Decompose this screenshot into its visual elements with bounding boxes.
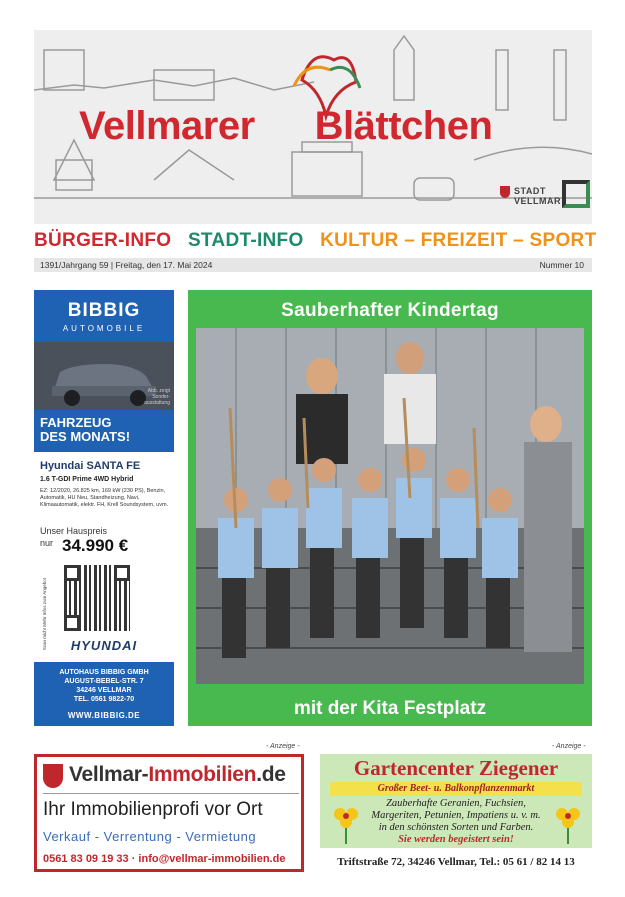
ad-gartencenter-ziegener[interactable] [320,754,592,876]
shield-icon [43,764,63,788]
issue-number: Nummer 10 [539,260,584,270]
section-headings [34,230,597,254]
city-logo-text: STADT VELLMAR [514,186,561,206]
section-stadt-info: STADT-INFO [187,230,304,251]
ad-bibbig[interactable] [34,290,174,726]
section-buerger-info: BÜRGER-INFO [34,230,172,251]
bibbig-logo: BIBBIG [67,300,141,321]
masthead-title [79,104,492,149]
anzeige-label-garden: - Anzeige - [552,743,586,750]
feature-title: Sauberhafter Kindertag [281,300,499,321]
immo-services: Verkauf - Verrentung - Vermietung [43,829,257,844]
car-of-month-headline: FAHRZEUG DES MONATS! [40,415,131,444]
issue-bar [34,258,592,272]
garden-subtitle: Großer Beet- u. Balkonpflanzenmarkt [330,782,582,796]
anzeige-label-immo: - Anzeige - [266,743,300,750]
flower-icon [552,804,584,844]
feature-caption: mit der Kita Festplatz [293,698,487,719]
divider [43,793,299,794]
qr-code-icon[interactable] [64,565,130,631]
masthead-title-part1: Vellmarer [79,104,255,148]
price-only-label: nur [40,538,54,548]
garden-title: Gartencenter Ziegener [353,756,559,780]
garden-body: Zauberhafte Geranien, Fuchsien, Margeriten, Petunien, Impatiens u. v. m. in den schönsten Sorten und Farben. Sie werden begeistert sein! [371,798,541,845]
shield-icon [500,186,510,198]
dealer-address: AUTOHAUS BIBBIG GMBH AUGUST-BEBEL-STR. 7 34246 VELLMAR TEL. 0561 9822-70 [34,662,174,726]
car-model: Hyundai SANTA FE [40,460,141,472]
bibbig-logo-sub: AUTOMOBILE [62,324,146,333]
city-logo-mark-icon [562,180,590,208]
image-note: Abb. zeigt Sonder-ausstattung [144,388,170,406]
section-kultur: KULTUR – FREIZEIT – SPORT [320,230,597,251]
issue-info: 1391/Jahrgang 59 | Freitag, den 17. Mai 2024 [40,260,213,270]
feature-photo [196,328,584,684]
immo-brand: Vellmar-Immobilien.de [69,763,286,786]
ad-vellmar-immobilien[interactable] [34,754,304,872]
car-submodel: 1.6 T-GDI Prime 4WD Hybrid [40,476,134,483]
car-specs: EZ: 12/2020, 26.825 km, 169 kW (230 PS), Benzin, Automatik, HU Neu, Standheizung, Navi, Klimaautomatik, elektr. FH, Krell Soundsystem, uvm. [40,488,169,508]
car-image [34,342,174,410]
masthead-title-part2: Blättchen [314,104,493,148]
masthead [34,30,592,224]
qr-note: Scan mich! Mehr Infos zum Angebot [42,578,47,651]
house-price-label: Unser Hauspreis [40,526,108,536]
hyundai-logo: HYUNDAI [70,638,138,653]
flower-icon [330,804,362,844]
car-price: 34.990 € [62,536,129,555]
dealer-website-link[interactable]: WWW.BIBBIG.DE [67,711,141,720]
garden-address: Triftstraße 72, 34246 Vellmar, Tel.: 05 61 / 82 14 13 [337,856,575,868]
feature-photo-frame [188,290,592,726]
immo-contact[interactable]: 0561 83 09 19 33 · info@vellmar-immobilien.de [43,853,286,865]
immo-slogan: Ihr Immobilienprofi vor Ort [43,799,263,820]
kids-group-photo [196,328,584,684]
